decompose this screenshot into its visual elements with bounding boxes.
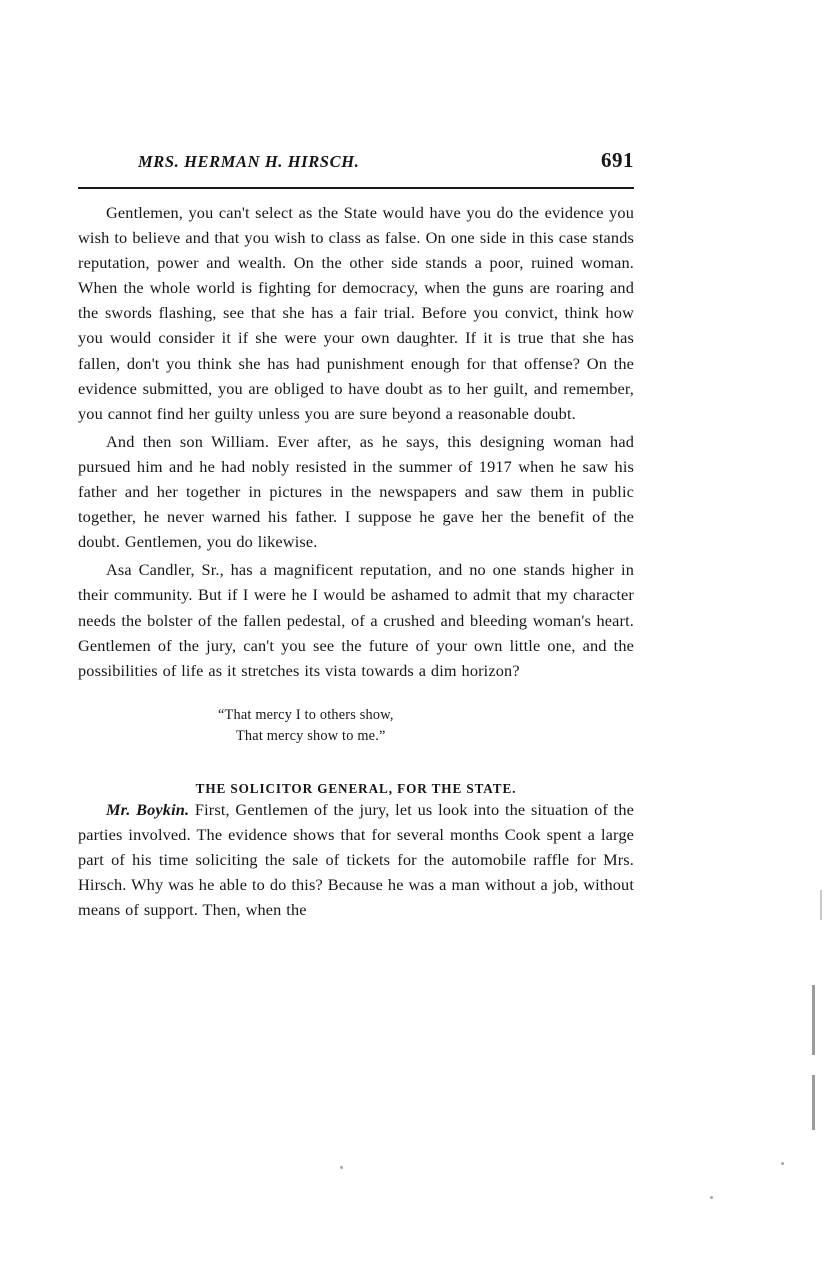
speaker-paragraph [78, 797, 634, 922]
paragraph: And then son William. Ever after, as he says, this designing woman had pursued him and he had nobly resisted in the summer of 1917 when he saw his father and her together in pictures in the newspapers and saw them in public together, he never warned his father. I suppose he gave her the benefit of the doubt. Gentlemen, you do likewise. [78, 431, 634, 552]
verse-line: That mercy show to me.” [236, 727, 386, 744]
scan-speck [781, 1162, 784, 1165]
verse-line: “That mercy I to others show, [218, 706, 394, 723]
speaker-name: Mr. Boykin. [106, 799, 190, 819]
scan-speck [340, 1166, 343, 1169]
paragraph: Asa Candler, Sr., has a magnificent reputation, and no one stands higher in their community. But if I were he I would be ashamed to admit that my character needs the bolster of the fallen pedestal, of a crushed and bleeding woman's heart. Gentlemen of the jury, can't you see the future of your own little one, and the possibilities of life as it stretches its vista towards a dim horizon? [78, 560, 634, 680]
scan-speck [710, 1196, 713, 1199]
verse-quotation [218, 705, 634, 747]
header-divider [78, 187, 634, 189]
speaker-paragraph-text: First, Gentlemen of the jury, let us look into the situation of the parties involved. The evidence shows that for several months Cook spent a large part of his time soliciting the sale of tickets for the automobile raffle for Mrs. Hirsch. Why was he able to do this? Because he was a man without a job, without means of support. Then, when the [78, 799, 634, 920]
section-heading: THE SOLICITOR GENERAL, FOR THE STATE. [195, 780, 517, 796]
paragraph: Gentlemen, you can't select as the State would have you do the evidence you wish to believe and that you wish to class as false. On one side in this case stands reputation, power and wealth. On the other side stands a poor, ruined woman. When the whole world is fighting for democracy, when the guns are roaring and the swords flashing, see that she has a fair trial. Before you convict, think how you would consider it if she were your own daughter. If it is true that she has fallen, don't you think she has had punishment enough for that offense? On the evidence submitted, you are obliged to have doubt as to her guilt, and remember, you cannot find her guilty unless you are sure beyond a reasonable doubt. [78, 203, 634, 423]
page-header [78, 148, 634, 173]
body-text [78, 200, 634, 922]
scan-artifact [820, 890, 822, 920]
scan-artifact [812, 1075, 815, 1130]
running-title: MRS. HERMAN H. HIRSCH. [138, 152, 360, 171]
page-number: 691 [601, 148, 634, 172]
scan-artifact [812, 985, 815, 1055]
